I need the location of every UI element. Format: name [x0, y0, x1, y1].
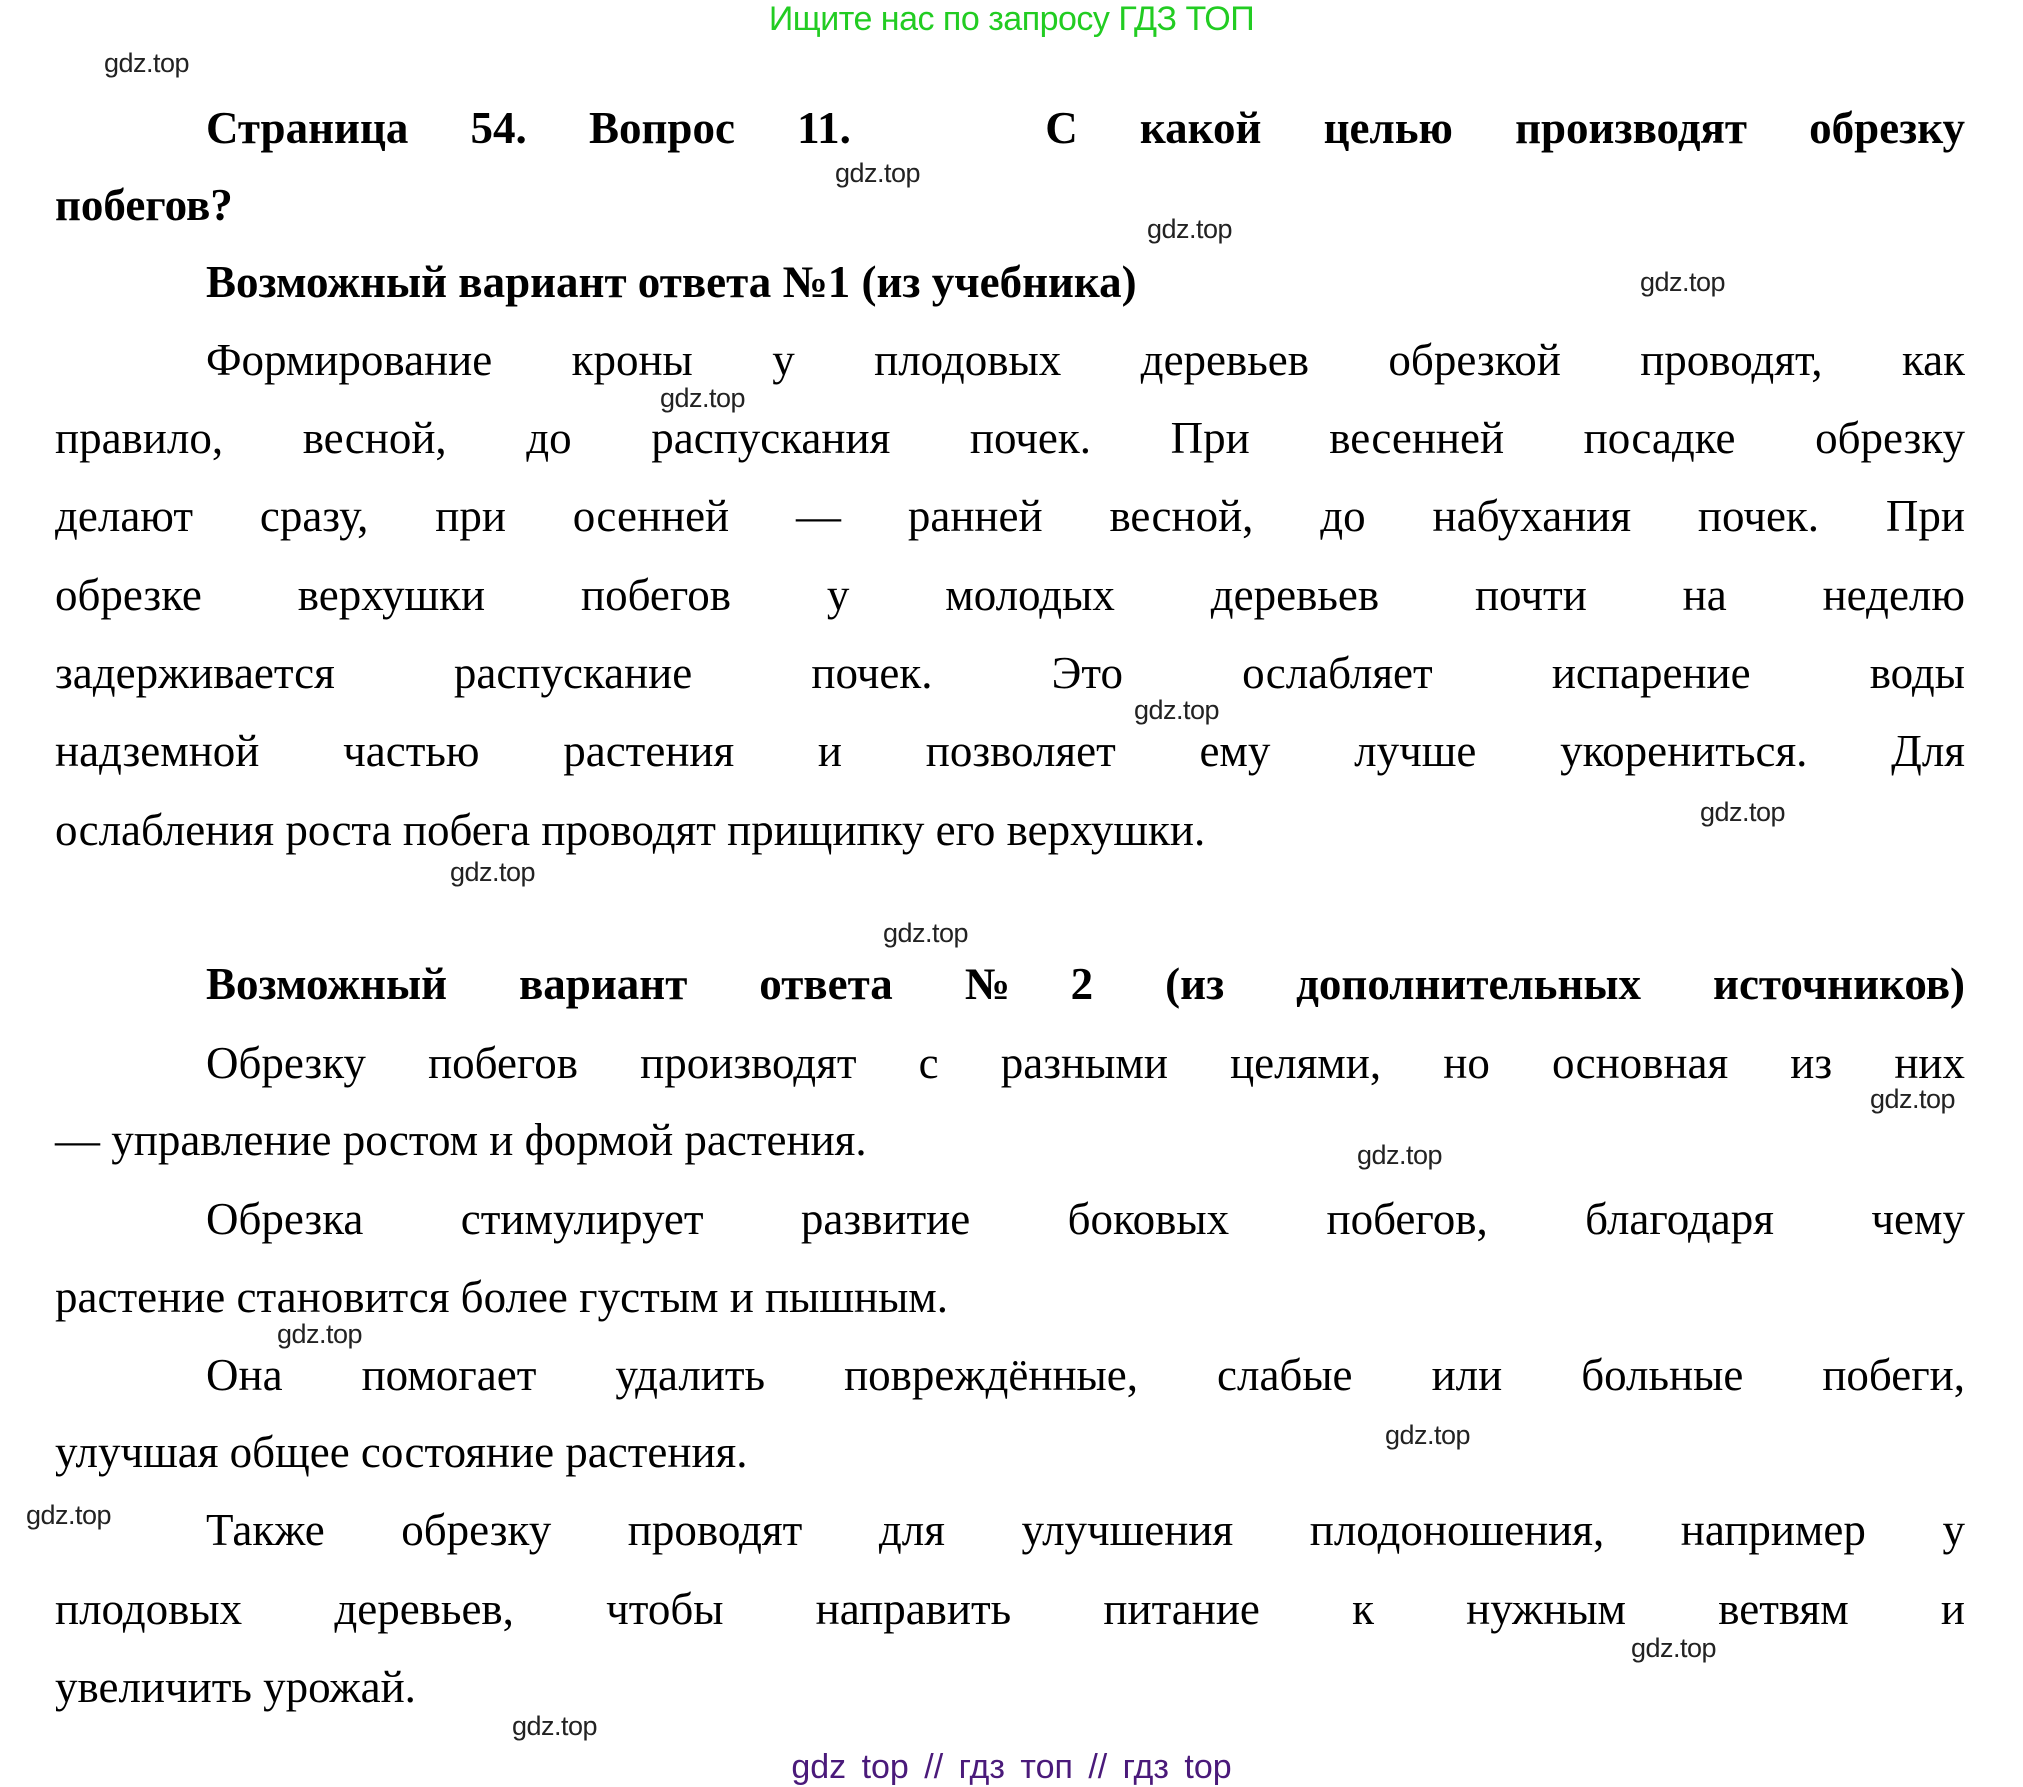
watermark: gdz.top — [660, 383, 746, 413]
watermark: gdz.top — [1134, 695, 1220, 725]
answer2-line: Также обрезку проводят для улучшения плодоношения, например у — [206, 1505, 1965, 1555]
watermark: gdz.top — [26, 1500, 112, 1530]
answer2-line: Обрезку побегов производят с разными целями, но основная из них — [206, 1038, 1965, 1088]
question-title-line2: побегов? — [55, 180, 233, 230]
answer2-line: улучшая общее состояние растения. — [55, 1427, 748, 1477]
question-number: Страница 54. Вопрос 11. — [206, 103, 851, 153]
watermark: gdz.top — [1385, 1420, 1471, 1450]
watermark: gdz.top — [883, 918, 969, 948]
watermark: gdz.top — [1870, 1084, 1956, 1114]
answer1-line: обрезке верхушки побегов у молодых деревьев почти на неделю — [55, 570, 1965, 620]
answer1-line: делают сразу, при осенней — ранней весной, до набухания почек. При — [55, 491, 1965, 541]
answer1-line: Формирование кроны у плодовых деревьев обрезкой проводят, как — [206, 335, 1965, 385]
answer1-line: ослабления роста побега проводят прищипку его верхушки. — [55, 805, 1206, 855]
answer2-line: Обрезка стимулирует развитие боковых побегов, благодаря чему — [206, 1194, 1965, 1244]
question-text: С какой целью производят обрезку — [1045, 103, 1966, 153]
answer2-line: плодовых деревьев, чтобы направить питание к нужным ветвям и — [55, 1584, 1965, 1634]
answer1-line: задерживается распускание почек. Это ослабляет испарение воды — [55, 648, 1965, 698]
answer2-line: увеличить урожай. — [55, 1662, 416, 1712]
watermark: gdz.top — [1640, 267, 1726, 297]
watermark: gdz.top — [277, 1319, 363, 1349]
watermark: gdz.top — [1147, 214, 1233, 244]
answer2-heading: Возможный вариант ответа №2 (из дополнительных источников) — [206, 959, 1965, 1009]
watermark: gdz.top — [450, 857, 536, 887]
watermark: gdz.top — [1631, 1633, 1717, 1663]
question-title-line1 — [206, 98, 1965, 158]
watermark: gdz.top — [1700, 797, 1786, 827]
footer-links[interactable]: gdz top // гдз топ // гдз top — [791, 1748, 1232, 1786]
answer2-line: Она помогает удалить повреждённые, слабые или больные побеги, — [206, 1350, 1965, 1400]
watermark: gdz.top — [1357, 1140, 1443, 1170]
promo-header[interactable]: Ищите нас по запросу ГДЗ ТОП — [768, 0, 1255, 38]
answer1-line: надземной частью растения и позволяет ему лучше укорениться. Для — [55, 726, 1965, 776]
answer2-line: растение становится более густым и пышным. — [55, 1272, 949, 1322]
answer1-line: правило, весной, до распускания почек. При весенней посадке обрезку — [55, 413, 1965, 463]
watermark: gdz.top — [104, 48, 190, 78]
watermark: gdz.top — [512, 1711, 598, 1741]
watermark: gdz.top — [835, 158, 921, 188]
answer1-heading: Возможный вариант ответа №1 (из учебника) — [206, 257, 1137, 307]
answer2-line: — управление ростом и формой растения. — [55, 1115, 867, 1165]
